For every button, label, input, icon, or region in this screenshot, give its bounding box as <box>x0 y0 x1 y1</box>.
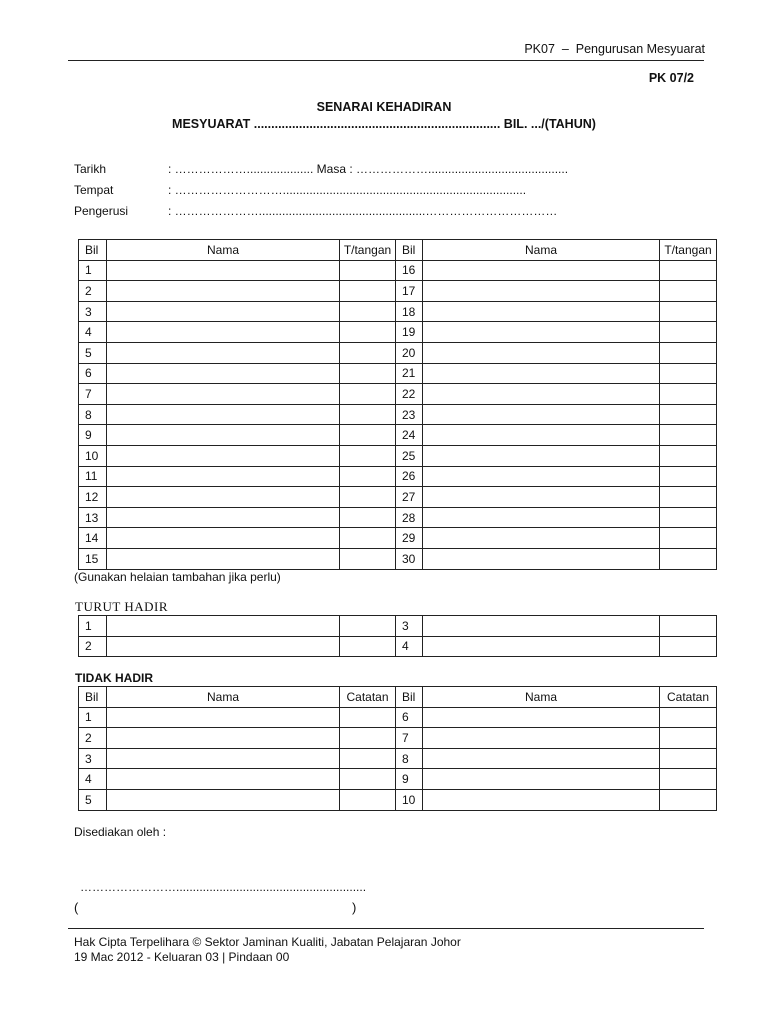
tarikh-label: Tarikh <box>74 162 107 176</box>
col-header-bil: Bil <box>79 240 107 261</box>
document-header-title: PK07 – Pengurusan Mesyuarat <box>524 42 705 56</box>
col-header-nama: Nama <box>107 687 340 708</box>
bil-cell: 3 <box>79 748 107 769</box>
bil-cell: 8 <box>79 404 107 425</box>
remark-cell <box>660 301 717 322</box>
bil-cell: 2 <box>79 636 107 657</box>
tarikh-row <box>74 162 568 176</box>
remark-cell <box>660 363 717 384</box>
nama-cell <box>423 281 660 302</box>
nama-cell <box>107 384 340 405</box>
attendance-row <box>79 260 717 281</box>
nama-cell <box>423 301 660 322</box>
col-header-ttangan: T/tangan <box>660 240 717 261</box>
nama-cell <box>107 301 340 322</box>
bil-cell: 21 <box>396 363 423 384</box>
bil-cell: 3 <box>79 301 107 322</box>
nama-cell <box>423 748 660 769</box>
attendance-row <box>79 404 717 425</box>
header-divider <box>68 60 704 61</box>
nama-cell <box>423 384 660 405</box>
remark-cell <box>340 487 396 508</box>
name-close-paren: ) <box>352 900 357 915</box>
bil-cell: 14 <box>79 528 107 549</box>
attendance-table <box>78 239 717 570</box>
bil-cell: 18 <box>396 301 423 322</box>
remark-cell <box>340 466 396 487</box>
bil-cell: 10 <box>79 445 107 466</box>
remark-cell <box>660 466 717 487</box>
name-open-paren: ( <box>74 900 79 915</box>
attendance-row <box>79 363 717 384</box>
remark-cell <box>340 616 396 637</box>
remark-cell <box>660 548 717 569</box>
nama-cell <box>107 636 340 657</box>
bil-cell: 7 <box>396 728 423 749</box>
remark-cell <box>340 728 396 749</box>
nama-cell <box>107 342 340 363</box>
nama-cell <box>423 548 660 569</box>
remark-cell <box>340 281 396 302</box>
meeting-title-line: MESYUARAT ....................................................................... BIL. .../(TAHUN) <box>172 117 596 131</box>
attendance-row <box>79 466 717 487</box>
col-header-nama: Nama <box>423 240 660 261</box>
bil-cell: 15 <box>79 548 107 569</box>
bil-cell: 10 <box>396 789 423 810</box>
remark-cell <box>660 769 717 790</box>
bil-cell: 4 <box>79 769 107 790</box>
tidak-hadir-header-row <box>79 687 717 708</box>
remark-cell <box>660 404 717 425</box>
attendance-row <box>79 384 717 405</box>
attendance-row <box>79 342 717 363</box>
remark-cell <box>660 384 717 405</box>
remark-cell <box>340 548 396 569</box>
attendance-row <box>79 281 717 302</box>
bil-cell: 16 <box>396 260 423 281</box>
nama-cell <box>423 363 660 384</box>
tarikh-value: : ……………….................... Masa : ……………….......................................... <box>168 162 569 176</box>
attendance-row <box>79 548 717 569</box>
remark-cell <box>340 301 396 322</box>
pengerusi-row <box>74 204 557 218</box>
tidak-hadir-label: TIDAK HADIR <box>75 671 153 685</box>
col-header-ttangan: T/tangan <box>340 240 396 261</box>
nama-cell <box>107 445 340 466</box>
tidak-hadir-row <box>79 769 717 790</box>
remark-cell <box>340 789 396 810</box>
footer-copyright: Hak Cipta Terpelihara © Sektor Jaminan Kualiti, Jabatan Pelajaran Johor <box>74 935 461 949</box>
bil-cell: 24 <box>396 425 423 446</box>
bil-cell: 7 <box>79 384 107 405</box>
attendance-row <box>79 322 717 343</box>
bil-cell: 19 <box>396 322 423 343</box>
nama-cell <box>423 260 660 281</box>
tidak-hadir-row <box>79 748 717 769</box>
extra-sheet-note: (Gunakan helaian tambahan jika perlu) <box>74 570 281 584</box>
remark-cell <box>340 507 396 528</box>
bil-cell: 9 <box>79 425 107 446</box>
form-code: PK 07/2 <box>648 71 694 85</box>
bil-cell: 28 <box>396 507 423 528</box>
nama-cell <box>107 548 340 569</box>
bil-cell: 4 <box>396 636 423 657</box>
nama-cell <box>423 445 660 466</box>
nama-cell <box>107 789 340 810</box>
remark-cell <box>660 528 717 549</box>
nama-cell <box>107 728 340 749</box>
tidak-hadir-row <box>79 789 717 810</box>
remark-cell <box>340 748 396 769</box>
nama-cell <box>107 260 340 281</box>
attendance-row <box>79 487 717 508</box>
remark-cell <box>660 322 717 343</box>
bil-cell: 25 <box>396 445 423 466</box>
bil-cell: 12 <box>79 487 107 508</box>
nama-cell <box>423 342 660 363</box>
footer-version: 19 Mac 2012 - Keluaran 03 | Pindaan 00 <box>74 950 290 964</box>
form-title: SENARAI KEHADIRAN <box>316 100 452 114</box>
remark-cell <box>340 404 396 425</box>
bil-cell: 1 <box>79 707 107 728</box>
remark-cell <box>660 342 717 363</box>
remark-cell <box>660 260 717 281</box>
tempat-row <box>74 183 526 197</box>
col-header-nama: Nama <box>107 240 340 261</box>
bil-cell: 8 <box>396 748 423 769</box>
remark-cell <box>340 769 396 790</box>
nama-cell <box>423 636 660 657</box>
bil-cell: 6 <box>79 363 107 384</box>
attendance-row <box>79 445 717 466</box>
remark-cell <box>340 260 396 281</box>
col-header-catatan: Catatan <box>340 687 396 708</box>
nama-cell <box>423 769 660 790</box>
col-header-bil: Bil <box>396 687 423 708</box>
tempat-label: Tempat <box>74 183 114 197</box>
nama-cell <box>423 728 660 749</box>
col-header-nama: Nama <box>423 687 660 708</box>
turut-hadir-row <box>79 616 717 637</box>
nama-cell <box>423 507 660 528</box>
bil-cell: 17 <box>396 281 423 302</box>
attendance-row <box>79 425 717 446</box>
remark-cell <box>660 616 717 637</box>
remark-cell <box>340 384 396 405</box>
bil-cell: 22 <box>396 384 423 405</box>
nama-cell <box>107 769 340 790</box>
nama-cell <box>107 616 340 637</box>
pengerusi-label: Pengerusi <box>74 204 129 218</box>
remark-cell <box>340 707 396 728</box>
remark-cell <box>660 707 717 728</box>
nama-cell <box>107 507 340 528</box>
attendance-table-body <box>79 240 717 570</box>
col-header-catatan: Catatan <box>660 687 717 708</box>
bil-cell: 29 <box>396 528 423 549</box>
attendance-row <box>79 507 717 528</box>
footer-divider <box>68 928 704 929</box>
nama-cell <box>423 322 660 343</box>
remark-cell <box>340 342 396 363</box>
nama-cell <box>107 425 340 446</box>
tempat-value: : ………………………......................................................................... <box>168 183 527 197</box>
bil-cell: 27 <box>396 487 423 508</box>
remark-cell <box>340 425 396 446</box>
turut-hadir-row <box>79 636 717 657</box>
bil-cell: 5 <box>79 789 107 810</box>
nama-cell <box>107 528 340 549</box>
remark-cell <box>660 748 717 769</box>
remark-cell <box>340 322 396 343</box>
bil-cell: 26 <box>396 466 423 487</box>
remark-cell <box>660 507 717 528</box>
nama-cell <box>107 707 340 728</box>
bil-cell: 2 <box>79 728 107 749</box>
nama-cell <box>423 487 660 508</box>
tidak-hadir-row <box>79 707 717 728</box>
tidak-hadir-row <box>79 728 717 749</box>
bil-cell: 1 <box>79 260 107 281</box>
col-header-bil: Bil <box>79 687 107 708</box>
attendance-row <box>79 528 717 549</box>
turut-hadir-label: TURUT HADIR <box>75 599 169 614</box>
remark-cell <box>340 528 396 549</box>
remark-cell <box>660 789 717 810</box>
remark-cell <box>660 281 717 302</box>
nama-cell <box>423 404 660 425</box>
remark-cell <box>340 363 396 384</box>
pengerusi-value: : …………………..................................................…………………………… <box>168 204 558 218</box>
nama-cell <box>423 707 660 728</box>
nama-cell <box>107 281 340 302</box>
remark-cell <box>660 487 717 508</box>
remark-cell <box>660 636 717 657</box>
attendance-header-row <box>79 240 717 261</box>
remark-cell <box>340 445 396 466</box>
signature-dots: ……………………......................................................... <box>80 880 367 894</box>
turut-hadir-table-body <box>79 616 717 657</box>
nama-cell <box>423 425 660 446</box>
turut-hadir-table <box>78 615 717 657</box>
bil-cell: 6 <box>396 707 423 728</box>
remark-cell <box>340 636 396 657</box>
nama-cell <box>423 789 660 810</box>
nama-cell <box>423 466 660 487</box>
remark-cell <box>660 425 717 446</box>
bil-cell: 13 <box>79 507 107 528</box>
nama-cell <box>423 528 660 549</box>
nama-cell <box>107 748 340 769</box>
remark-cell <box>660 728 717 749</box>
bil-cell: 5 <box>79 342 107 363</box>
nama-cell <box>107 404 340 425</box>
bil-cell: 3 <box>396 616 423 637</box>
bil-cell: 23 <box>396 404 423 425</box>
nama-cell <box>107 466 340 487</box>
bil-cell: 4 <box>79 322 107 343</box>
nama-cell <box>107 363 340 384</box>
tidak-hadir-table <box>78 686 717 811</box>
prepared-by-label: Disediakan oleh : <box>74 825 167 839</box>
bil-cell: 1 <box>79 616 107 637</box>
nama-cell <box>107 487 340 508</box>
bil-cell: 20 <box>396 342 423 363</box>
nama-cell <box>423 616 660 637</box>
bil-cell: 9 <box>396 769 423 790</box>
bil-cell: 30 <box>396 548 423 569</box>
nama-cell <box>107 322 340 343</box>
bil-cell: 2 <box>79 281 107 302</box>
bil-cell: 11 <box>79 466 107 487</box>
attendance-row <box>79 301 717 322</box>
tidak-hadir-table-body <box>79 687 717 811</box>
col-header-bil: Bil <box>396 240 423 261</box>
remark-cell <box>660 445 717 466</box>
